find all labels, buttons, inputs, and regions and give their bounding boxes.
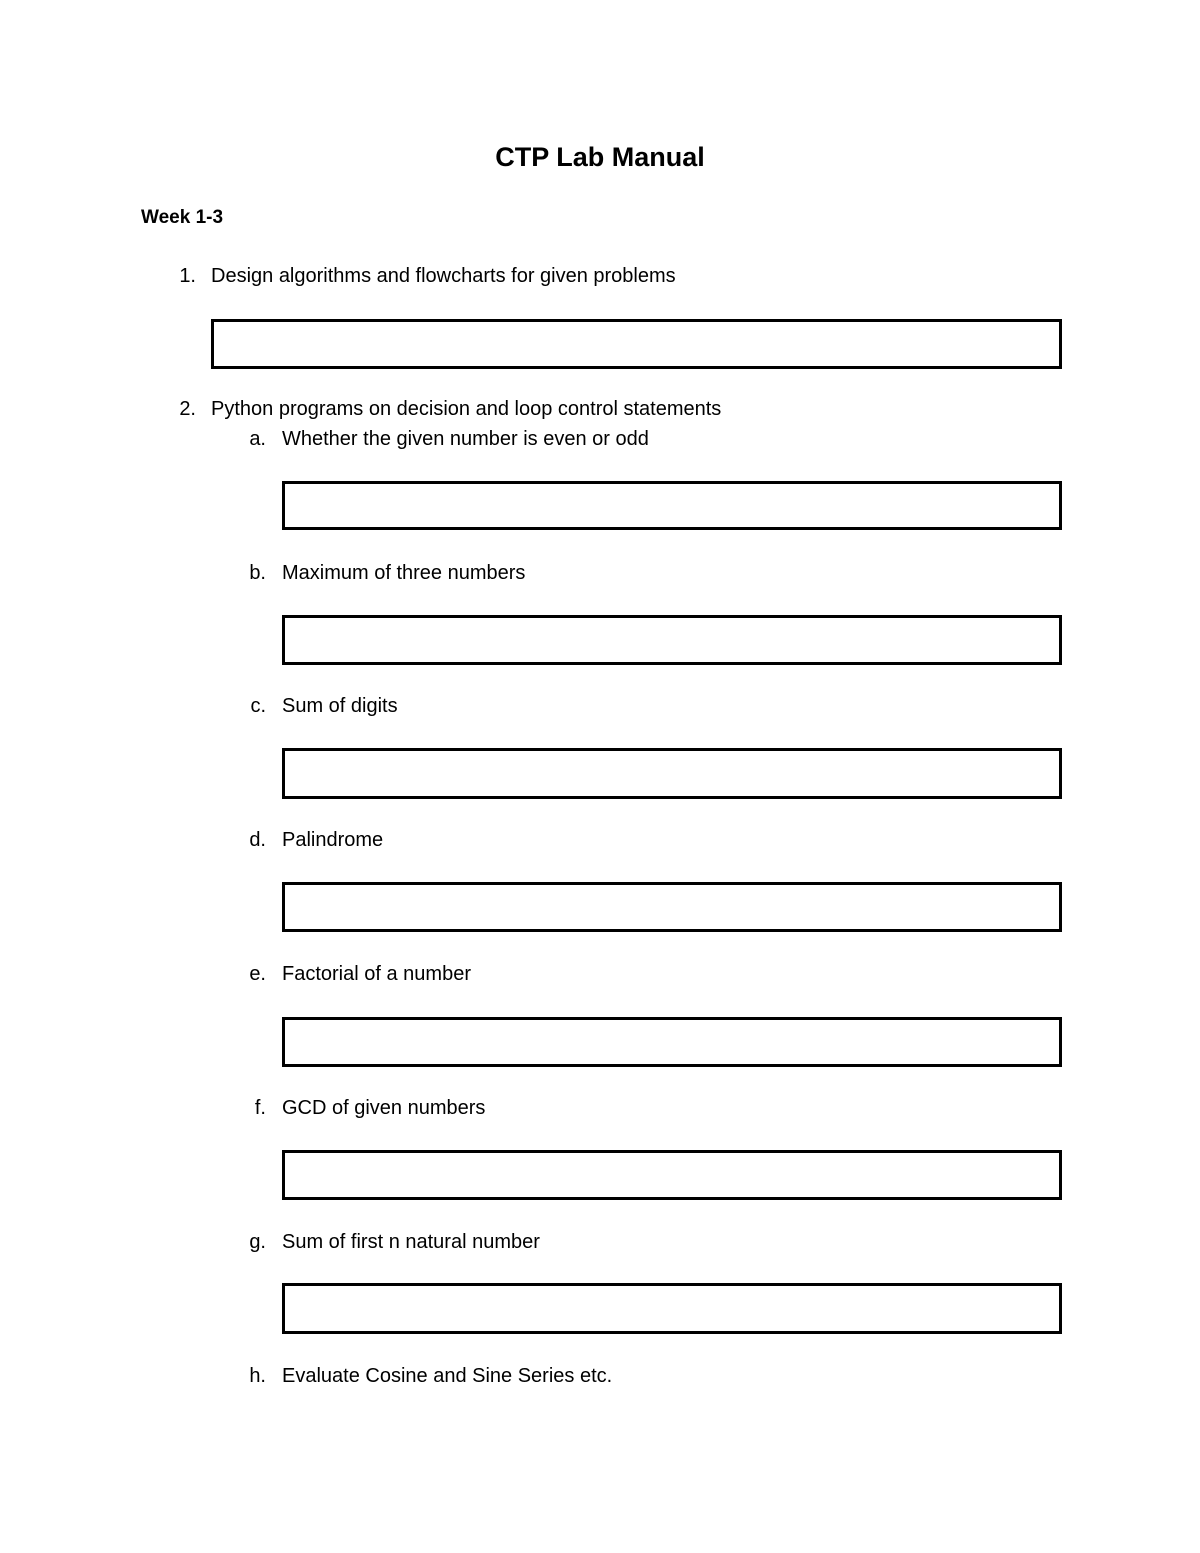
- answer-box-e: [282, 1017, 1062, 1067]
- answer-box-d: [282, 882, 1062, 932]
- answer-box-f: [282, 1150, 1062, 1200]
- subitem-a-marker: a.: [249, 428, 266, 450]
- item-1-text: Design algorithms and flowcharts for given problems: [211, 265, 676, 287]
- section-heading-week: Week 1-3: [141, 207, 224, 228]
- subitem-d-text: Palindrome: [282, 829, 384, 851]
- subitem-b-marker: b.: [249, 562, 266, 584]
- subitem-h-text: Evaluate Cosine and Sine Series etc.: [282, 1365, 613, 1387]
- answer-box-1: [211, 319, 1062, 369]
- answer-box-a: [282, 481, 1062, 530]
- subitem-e-marker: e.: [249, 963, 266, 985]
- subitem-f-marker: f.: [254, 1097, 266, 1119]
- subitem-g-text: Sum of first n natural number: [282, 1231, 540, 1253]
- subitem-g-marker: g.: [249, 1231, 266, 1253]
- subitem-e-text: Factorial of a number: [282, 963, 471, 985]
- item-1-marker: 1.: [179, 265, 196, 287]
- item-2-marker: 2.: [179, 398, 196, 420]
- subitem-b-text: Maximum of three numbers: [282, 562, 526, 584]
- page-title: CTP Lab Manual: [495, 142, 705, 172]
- subitem-d-marker: d.: [249, 829, 266, 851]
- subitem-f-text: GCD of given numbers: [282, 1097, 486, 1119]
- subitem-c-text: Sum of digits: [282, 695, 398, 717]
- subitem-h-marker: h.: [249, 1365, 266, 1387]
- item-2-text: Python programs on decision and loop control statements: [211, 398, 722, 420]
- subitem-c-marker: c.: [250, 695, 266, 717]
- subitem-a-text: Whether the given number is even or odd: [282, 428, 649, 450]
- answer-box-c: [282, 748, 1062, 799]
- answer-box-b: [282, 615, 1062, 665]
- answer-box-g: [282, 1283, 1062, 1334]
